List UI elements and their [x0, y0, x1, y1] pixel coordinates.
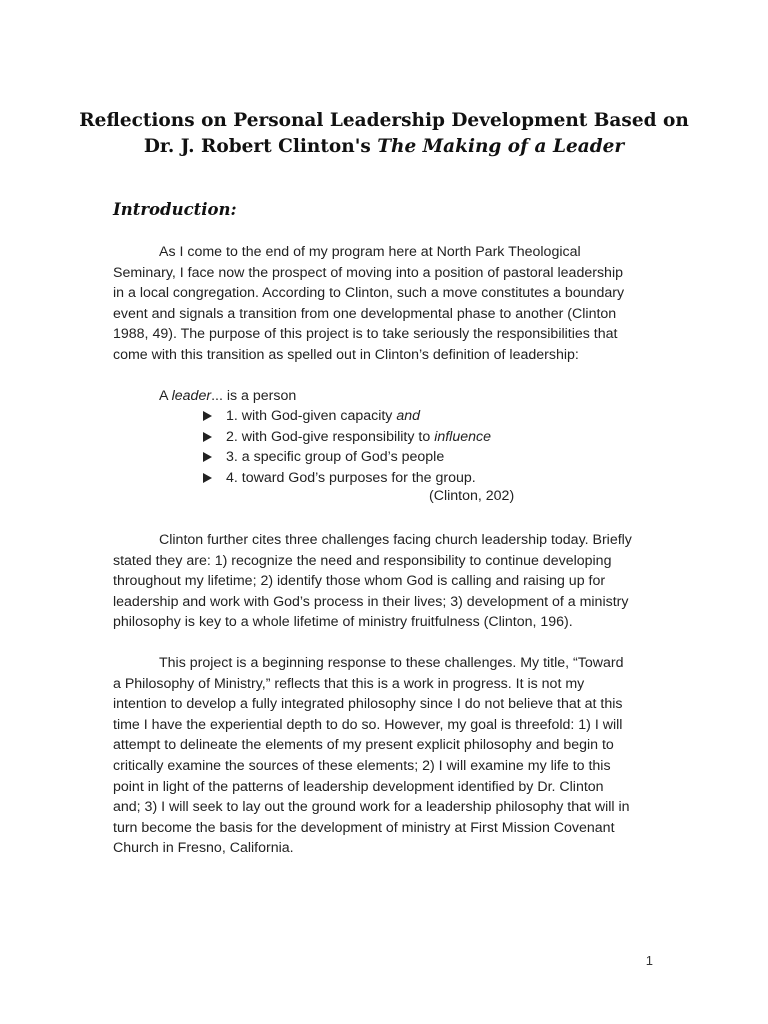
title-line-1: Reflections on Personal Leadership Development Based on [79, 110, 689, 131]
definition-term: leader [171, 388, 212, 404]
definition-line: A leader... is a person [159, 388, 297, 404]
section-heading: Introduction: [113, 200, 237, 219]
arrowhead-bullet-icon [203, 432, 212, 442]
arrowhead-bullet-icon [203, 473, 212, 483]
title-author: Dr. J. Robert Clinton's [143, 136, 378, 157]
arrowhead-bullet-icon [203, 452, 212, 462]
title-line-2 [60, 134, 708, 160]
arrowhead-bullet-icon [203, 411, 212, 421]
page-number: 1 [645, 953, 653, 968]
title-book: The Making of a Leader [377, 136, 625, 157]
list-item: 4. toward God’s purposes for the group. [203, 468, 491, 489]
list-item: 3. a specific group of God’s people [203, 447, 491, 468]
paragraph-2: Clinton further cites three challenges facing church leadership today. Briefly stated they are: 1) recognize the need and responsibility to continue developing throughout my lifetime; 2) identify those whom God is calling and raising up for leadership and work with God’s process in their lives; 3) development of a ministry philosophy is key to a whole lifetime of ministry fruitfulness (Clinton, 196). [113, 532, 632, 631]
paragraph-3: This project is a beginning response to these challenges. My title, “Toward a Philosophy of Ministry,” reflects that this is a work in progress. It is not my intention to develop a fully integrated philosophy since I do not believe that at this time I have the experiential depth to do so. However, my goal is threefold: 1) I will attempt to delineate the elements of my present explicit philosophy and begin to critically examine the sources of these elements; 2) I will examine my life to this point in light of the patterns of leadership development identified by Dr. Clinton and; 3) I will seek to lay out the ground work for a leadership philosophy that will in turn become the basis for the development of ministry at First Mission Covenant Church in Fresno, California. [113, 655, 630, 857]
document-title [60, 108, 708, 160]
list-item: 1. with God-given capacity and [203, 406, 491, 427]
list-item: 2. with God-give responsibility to influence [203, 427, 491, 448]
paragraph-1: As I come to the end of my program here at North Park Theological Seminary, I face now the prospect of moving into a position of pastoral leadership in a local congregation. According to Clinton, such a move constitutes a boundary event and signals a transition from one developmental phase to another (Clinton 1988, 49). The purpose of this project is to take seriously the responsibilities that come with this transition as spelled out in Clinton’s definition of leadership: [113, 244, 625, 363]
definition-list [203, 406, 491, 488]
citation: (Clinton, 202) [429, 488, 515, 504]
